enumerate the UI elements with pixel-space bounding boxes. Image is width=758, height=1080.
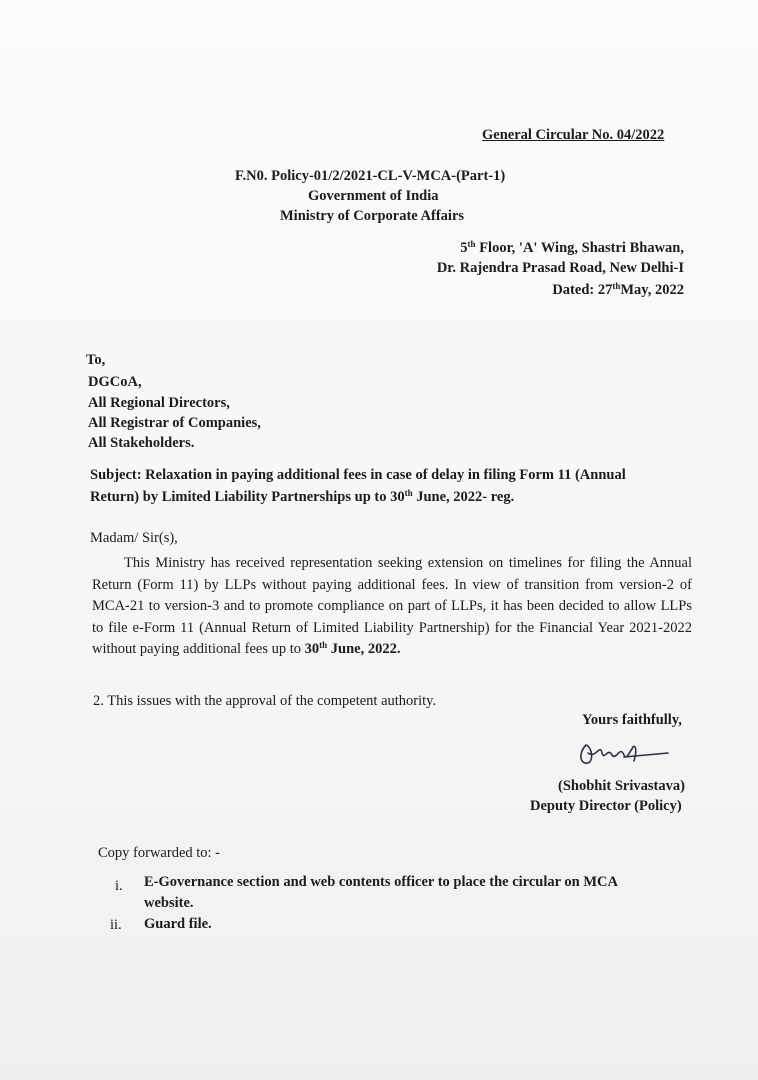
subject-part: June, 2022- reg. xyxy=(412,489,515,505)
recipient: All Stakeholders. xyxy=(88,435,195,451)
subject-sup: th xyxy=(404,488,413,498)
deadline-day: 30 xyxy=(304,641,320,657)
signatory-title: Deputy Director (Policy) xyxy=(530,798,682,814)
subject-line-2 xyxy=(90,489,514,506)
file-number: F.N0. Policy-01/2/2021-CL-V-MCA-(Part-1) xyxy=(235,168,506,184)
address-sup: th xyxy=(467,239,476,249)
closing: Yours faithfully, xyxy=(582,712,682,728)
address-line-1 xyxy=(460,240,684,257)
date-prefix: Dated: 27 xyxy=(552,282,613,298)
to-label: To, xyxy=(86,352,106,368)
copy-item-text: E-Governance section and web contents officer to place the circular on MCA xyxy=(144,874,618,890)
date-sup: th xyxy=(612,281,621,291)
subject-line-1: Subject: Relaxation in paying additional fees in case of delay in filing Form 11 (Annual xyxy=(90,467,626,483)
copy-item-number: i. xyxy=(115,878,123,894)
deadline-rest: June, 2022. xyxy=(327,641,401,657)
date-line xyxy=(552,282,684,299)
address-floor-number: 5 xyxy=(460,240,468,256)
recipient: All Registrar of Companies, xyxy=(88,415,261,431)
address-rest: Floor, 'A' Wing, Shastri Bhawan, xyxy=(475,240,684,256)
copy-item-number: ii. xyxy=(110,917,122,933)
address-line-2: Dr. Rajendra Prasad Road, New Delhi-I xyxy=(436,260,684,276)
signature-icon xyxy=(572,733,672,773)
recipient: All Regional Directors, xyxy=(88,395,230,411)
government-heading: Government of India xyxy=(308,188,439,204)
salutation: Madam/ Sir(s), xyxy=(90,530,178,546)
ministry-heading: Ministry of Corporate Affairs xyxy=(280,208,465,224)
subject-part: Return) by Limited Liability Partnerships up to 30 xyxy=(90,489,405,505)
copy-item-text: Guard file. xyxy=(144,916,212,932)
copy-item-text-cont: website. xyxy=(144,895,194,911)
date-rest: May, 2022 xyxy=(620,282,684,298)
approval-paragraph: 2. This issues with the approval of the competent authority. xyxy=(93,693,437,709)
paragraph-text: This Ministry has received representation seeking extension on timelines for filing the Annual Return (Form 11) by LLPs without paying additional fees. In view of transition from version-2 of MCA-21 to version-3 and to promote compliance on part of LLPs, it has been decided to allow LLPs to file e-Form 11 (Annual Return of Limited Liability Partnership) for the Financial Year 2021-2022 without paying additional fees up to xyxy=(92,555,692,657)
body-paragraph xyxy=(92,553,692,661)
deadline-sup: th xyxy=(319,640,328,650)
recipient: DGCoA, xyxy=(88,374,142,390)
signatory-name: (Shobhit Srivastava) xyxy=(558,778,685,794)
copy-forwarded-label: Copy forwarded to: - xyxy=(98,845,221,861)
circular-number: General Circular No. 04/2022 xyxy=(482,127,665,143)
